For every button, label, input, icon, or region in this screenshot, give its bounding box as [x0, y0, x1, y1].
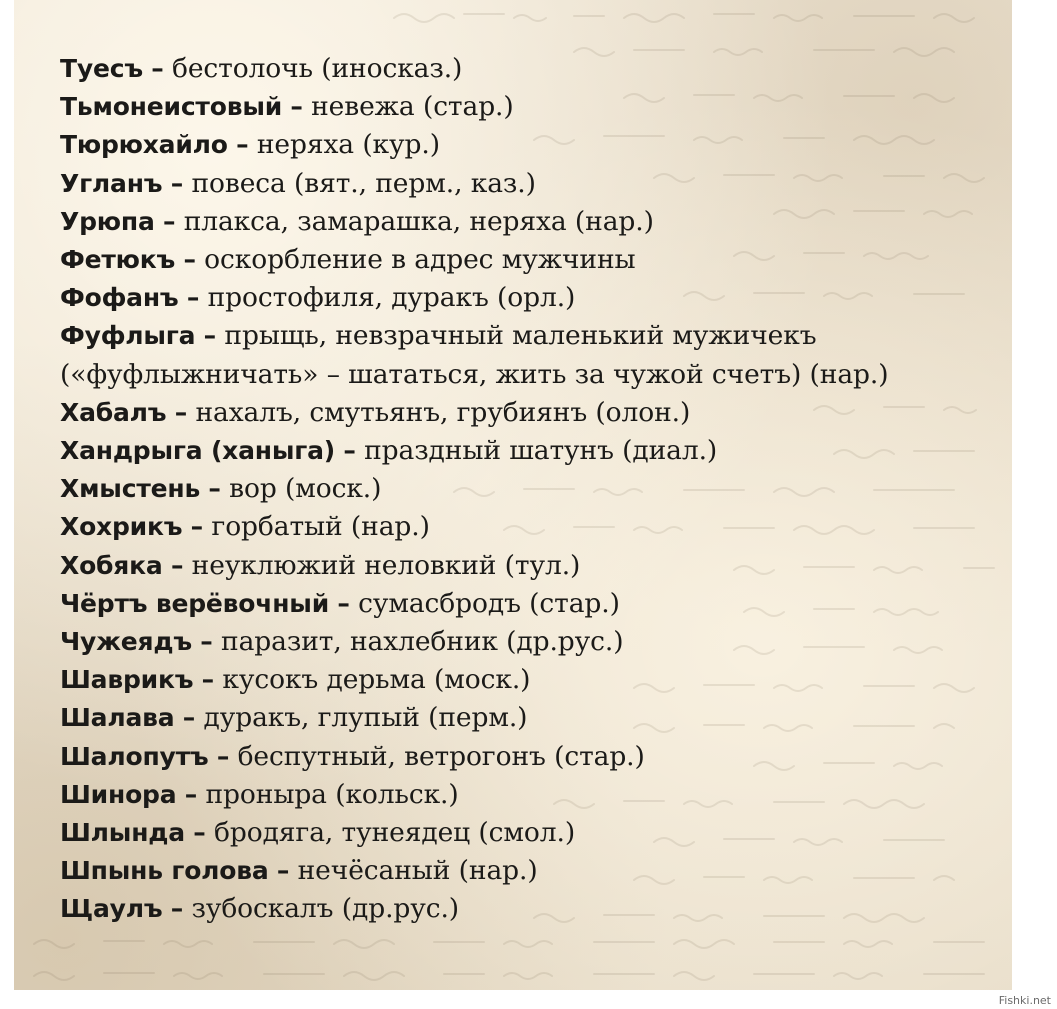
glossary-entry: [60, 738, 1012, 776]
entry-dash: –: [186, 283, 200, 313]
entry-definition: бродяга, тунеядец (смол.): [214, 817, 576, 849]
entry-definition: нечёсаный (нар.): [297, 855, 538, 887]
entry-term: Чёртъ верёвочный: [60, 588, 330, 618]
parchment-background: [14, 0, 1012, 990]
entry-definition: зубоскалъ (др.рус.): [191, 893, 460, 925]
entry-definition: нахалъ, смутьянъ, грубиянъ (олон.): [195, 396, 691, 428]
entry-definition: горбатый (нар.): [211, 511, 430, 543]
entry-dash: –: [236, 130, 249, 160]
entry-term: Хабалъ: [60, 397, 167, 427]
entry-term: Щаулъ: [60, 894, 163, 924]
glossary-entry: [60, 126, 1012, 164]
entry-dash: –: [201, 665, 215, 695]
entry-dash: –: [276, 856, 290, 886]
entry-definition: праздный шатунъ (диал.): [364, 435, 718, 467]
entry-dash: –: [151, 54, 164, 83]
entry-term: Тюрюхайло: [60, 130, 228, 160]
entry-dash: –: [184, 779, 198, 809]
entry-definition: повеса (вят., перм., каз.): [191, 167, 536, 199]
entry-term: Фетюкъ: [60, 245, 176, 275]
entry-term: Шинора: [60, 779, 177, 809]
entry-dash: –: [216, 741, 230, 771]
glossary-entry: [60, 394, 1012, 432]
glossary-entry: [60, 203, 1012, 241]
entry-dash: –: [170, 894, 184, 924]
glossary-entry: [60, 470, 1012, 508]
glossary-list: [60, 50, 1012, 929]
entry-definition: неряха (кур.): [256, 129, 440, 161]
entry-definition: оскорбление в адрес мужчины: [204, 244, 636, 276]
entry-definition: проныра (кольск.): [205, 778, 459, 810]
glossary-entry: [60, 432, 1012, 470]
entry-definition: плакса, замарашка, неряха (нар.): [183, 205, 654, 237]
entry-dash: –: [190, 512, 204, 542]
entry-term: Шаврикъ: [60, 665, 194, 695]
entry-definition: кусокъ дерьма (моск.): [222, 664, 531, 696]
glossary-entry: [60, 699, 1012, 737]
entry-term: Туесъ: [60, 54, 143, 83]
entry-term: Хмыстень: [60, 474, 201, 504]
entry-dash: –: [182, 703, 196, 733]
entry-definition: сумасбродъ (стар.): [358, 587, 620, 619]
entry-term: Шпынь голова: [60, 856, 269, 886]
entry-definition: вор (моск.): [229, 473, 382, 505]
glossary-entry: [60, 661, 1012, 699]
glossary-entry: [60, 776, 1012, 814]
entry-dash: –: [193, 818, 206, 848]
entry-definition: неуклюжий неловкий (тул.): [191, 549, 581, 581]
glossary-entry: [60, 241, 1012, 279]
glossary-entry: [60, 50, 1012, 88]
glossary-entry: [60, 279, 1012, 317]
entry-dash: –: [183, 245, 196, 275]
glossary-entry: [60, 623, 1012, 661]
entry-definition: бестолочь (иносказ.): [171, 53, 463, 84]
entry-dash: –: [208, 474, 221, 504]
site-watermark: Fishki.net: [998, 994, 1051, 1007]
entry-dash: –: [203, 321, 217, 351]
entry-term: Угланъ: [60, 168, 163, 198]
glossary-entry: [60, 890, 1012, 928]
entry-definition: беспутный, ветрогонъ (стар.): [237, 740, 645, 772]
entry-dash: –: [200, 627, 213, 657]
glossary-entry: [60, 508, 1012, 546]
glossary-entry: [60, 317, 1012, 355]
entry-term: Шлында: [60, 818, 185, 848]
entry-term: Шалава: [60, 703, 175, 733]
entry-dash: –: [343, 436, 356, 466]
entry-definition: простофиля, дуракъ (орл.): [207, 282, 576, 314]
glossary-entry: [60, 585, 1012, 623]
entry-term: Чужеядъ: [60, 627, 192, 657]
entry-definition: дуракъ, глупый (перм.): [203, 702, 528, 734]
glossary-entry: [60, 165, 1012, 203]
glossary-entry: [60, 88, 1012, 126]
entry-dash: –: [174, 397, 188, 427]
entry-term: Урюпа: [60, 206, 155, 236]
entry-dash: –: [170, 550, 184, 580]
entry-term: Фуфлыга: [60, 321, 196, 351]
entry-dash: –: [162, 206, 176, 236]
entry-definition-continuation: («фуфлыжничать» – шататься, жить за чужой счетъ) (нар.): [60, 358, 889, 390]
entry-term: Шалопутъ: [60, 741, 209, 771]
entry-definition: невежа (стар.): [311, 91, 514, 123]
glossary-entry: [60, 814, 1012, 852]
entry-dash: –: [290, 92, 303, 122]
entry-dash: –: [337, 588, 350, 618]
entry-term: Хохрикъ: [60, 512, 183, 542]
glossary-entry: [60, 547, 1012, 585]
entry-term: Фофанъ: [60, 283, 179, 313]
entry-dash: –: [170, 168, 184, 198]
entry-term: Хобяка: [60, 550, 163, 580]
glossary-entry: [60, 852, 1012, 890]
entry-definition: прыщь, невзрачный маленький мужичекъ: [224, 320, 817, 352]
entry-term: Тьмонеистовый: [60, 92, 283, 122]
glossary-entry-continuation: [60, 356, 1012, 394]
entry-term: Хандрыга (ханыга): [60, 436, 336, 466]
entry-definition: паразит, нахлебник (др.рус.): [221, 626, 624, 658]
